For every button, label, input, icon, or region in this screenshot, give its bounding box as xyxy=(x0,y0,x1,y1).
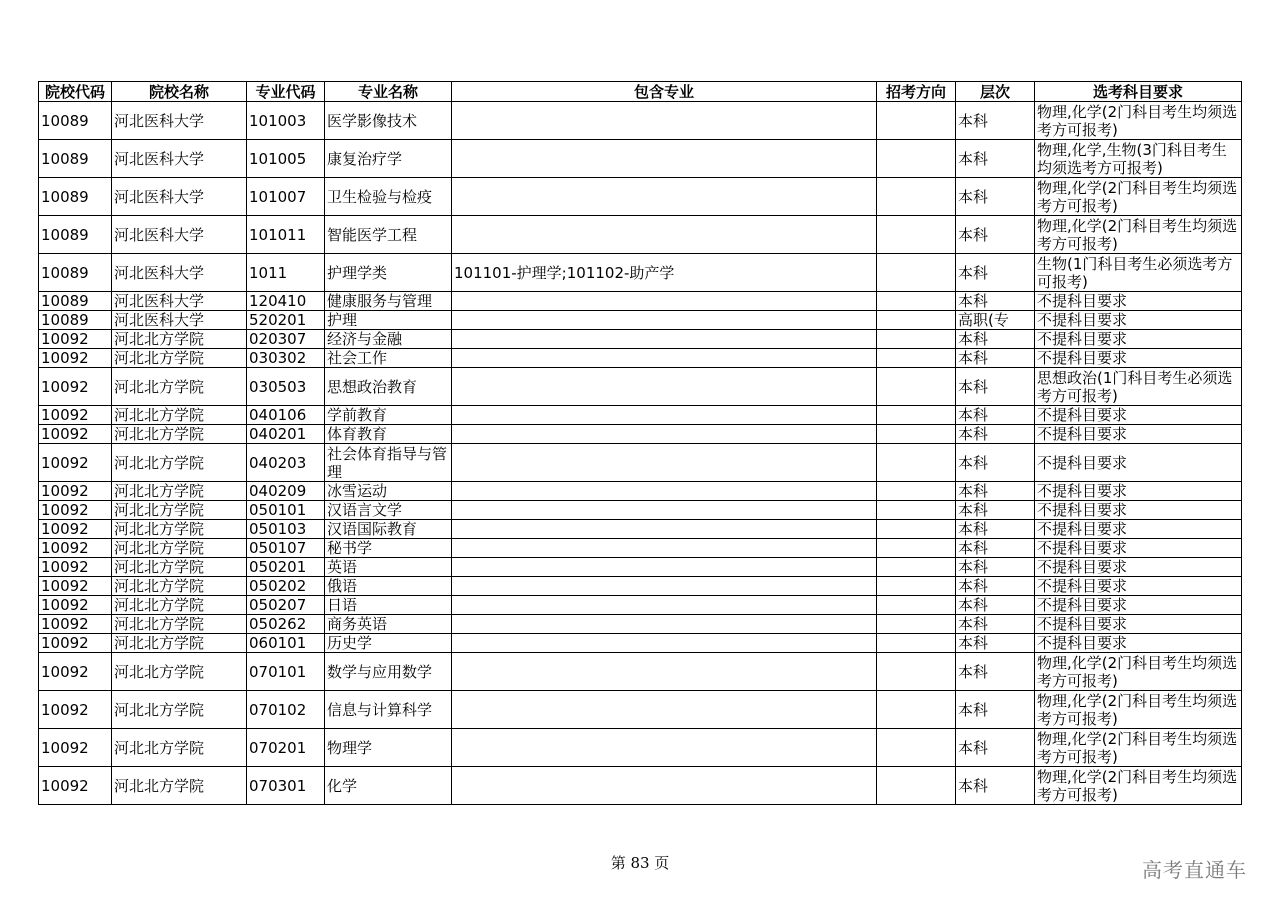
header-direction: 招考方向 xyxy=(877,82,956,102)
cell-direction xyxy=(877,653,956,691)
cell-included-majors xyxy=(452,444,877,482)
cell-direction xyxy=(877,178,956,216)
cell-included-majors xyxy=(452,482,877,501)
cell-level: 本科 xyxy=(956,425,1035,444)
cell-major-code: 101011 xyxy=(247,216,325,254)
cell-school-name: 河北北方学院 xyxy=(112,634,247,653)
cell-subject-requirement: 不提科目要求 xyxy=(1035,330,1242,349)
table-row xyxy=(39,140,1242,178)
table-row xyxy=(39,368,1242,406)
cell-major-code: 050103 xyxy=(247,520,325,539)
cell-school-name: 河北医科大学 xyxy=(112,102,247,140)
cell-direction xyxy=(877,539,956,558)
cell-subject-requirement: 不提科目要求 xyxy=(1035,292,1242,311)
cell-major-code: 070102 xyxy=(247,691,325,729)
cell-included-majors xyxy=(452,634,877,653)
cell-direction xyxy=(877,330,956,349)
cell-included-majors xyxy=(452,729,877,767)
cell-included-majors xyxy=(452,425,877,444)
cell-major-name: 智能医学工程 xyxy=(325,216,452,254)
cell-subject-requirement: 物理,化学(2门科目考生均须选考方可报考) xyxy=(1035,178,1242,216)
cell-school-code: 10092 xyxy=(39,368,112,406)
cell-major-name: 护理 xyxy=(325,311,452,330)
header-included-majors: 包含专业 xyxy=(452,82,877,102)
cell-major-code: 030302 xyxy=(247,349,325,368)
cell-subject-requirement: 不提科目要求 xyxy=(1035,615,1242,634)
cell-school-name: 河北北方学院 xyxy=(112,558,247,577)
cell-school-code: 10092 xyxy=(39,539,112,558)
cell-direction xyxy=(877,767,956,805)
cell-school-name: 河北北方学院 xyxy=(112,406,247,425)
cell-major-code: 050202 xyxy=(247,577,325,596)
cell-major-name: 思想政治教育 xyxy=(325,368,452,406)
cell-school-code: 10089 xyxy=(39,102,112,140)
cell-major-name: 经济与金融 xyxy=(325,330,452,349)
cell-included-majors xyxy=(452,767,877,805)
cell-subject-requirement: 生物(1门科目考生必须选考方可报考) xyxy=(1035,254,1242,292)
cell-level: 本科 xyxy=(956,102,1035,140)
cell-school-code: 10092 xyxy=(39,444,112,482)
cell-level: 本科 xyxy=(956,482,1035,501)
cell-level: 本科 xyxy=(956,501,1035,520)
cell-direction xyxy=(877,102,956,140)
cell-included-majors xyxy=(452,140,877,178)
cell-included-majors: 101101-护理学;101102-助产学 xyxy=(452,254,877,292)
cell-direction xyxy=(877,501,956,520)
table-row xyxy=(39,558,1242,577)
table-row xyxy=(39,729,1242,767)
cell-school-code: 10092 xyxy=(39,520,112,539)
cell-subject-requirement: 物理,化学(2门科目考生均须选考方可报考) xyxy=(1035,653,1242,691)
cell-included-majors xyxy=(452,558,877,577)
cell-level: 本科 xyxy=(956,444,1035,482)
cell-level: 本科 xyxy=(956,577,1035,596)
cell-direction xyxy=(877,349,956,368)
cell-school-name: 河北北方学院 xyxy=(112,482,247,501)
cell-subject-requirement: 物理,化学,生物(3门科目考生均须选考方可报考) xyxy=(1035,140,1242,178)
cell-school-name: 河北北方学院 xyxy=(112,577,247,596)
cell-school-name: 河北北方学院 xyxy=(112,501,247,520)
cell-level: 本科 xyxy=(956,178,1035,216)
table-row xyxy=(39,767,1242,805)
cell-level: 本科 xyxy=(956,653,1035,691)
cell-major-code: 050262 xyxy=(247,615,325,634)
cell-school-name: 河北北方学院 xyxy=(112,520,247,539)
cell-level: 高职(专 xyxy=(956,311,1035,330)
cell-school-name: 河北北方学院 xyxy=(112,330,247,349)
cell-major-name: 医学影像技术 xyxy=(325,102,452,140)
cell-major-code: 050207 xyxy=(247,596,325,615)
cell-subject-requirement: 不提科目要求 xyxy=(1035,406,1242,425)
header-level: 层次 xyxy=(956,82,1035,102)
cell-direction xyxy=(877,615,956,634)
page-number: 第 83 页 xyxy=(610,854,670,872)
cell-major-code: 040106 xyxy=(247,406,325,425)
cell-school-name: 河北北方学院 xyxy=(112,349,247,368)
cell-major-code: 050107 xyxy=(247,539,325,558)
cell-subject-requirement: 物理,化学(2门科目考生均须选考方可报考) xyxy=(1035,767,1242,805)
cell-included-majors xyxy=(452,596,877,615)
cell-school-name: 河北北方学院 xyxy=(112,596,247,615)
cell-level: 本科 xyxy=(956,596,1035,615)
cell-subject-requirement: 物理,化学(2门科目考生均须选考方可报考) xyxy=(1035,691,1242,729)
cell-school-code: 10092 xyxy=(39,615,112,634)
cell-included-majors xyxy=(452,368,877,406)
cell-school-name: 河北医科大学 xyxy=(112,216,247,254)
table-row xyxy=(39,102,1242,140)
cell-major-name: 俄语 xyxy=(325,577,452,596)
cell-included-majors xyxy=(452,349,877,368)
table-row xyxy=(39,691,1242,729)
cell-included-majors xyxy=(452,330,877,349)
cell-subject-requirement: 思想政治(1门科目考生必须选考方可报考) xyxy=(1035,368,1242,406)
table-row xyxy=(39,216,1242,254)
cell-school-name: 河北北方学院 xyxy=(112,444,247,482)
table-row xyxy=(39,444,1242,482)
cell-level: 本科 xyxy=(956,292,1035,311)
cell-level: 本科 xyxy=(956,216,1035,254)
cell-school-code: 10092 xyxy=(39,349,112,368)
cell-level: 本科 xyxy=(956,520,1035,539)
cell-direction xyxy=(877,444,956,482)
cell-major-name: 物理学 xyxy=(325,729,452,767)
cell-included-majors xyxy=(452,216,877,254)
cell-major-name: 商务英语 xyxy=(325,615,452,634)
cell-direction xyxy=(877,577,956,596)
cell-major-name: 社会工作 xyxy=(325,349,452,368)
cell-direction xyxy=(877,520,956,539)
cell-included-majors xyxy=(452,178,877,216)
cell-major-name: 社会体育指导与管理 xyxy=(325,444,452,482)
cell-school-code: 10092 xyxy=(39,558,112,577)
cell-school-name: 河北北方学院 xyxy=(112,767,247,805)
cell-major-name: 学前教育 xyxy=(325,406,452,425)
cell-major-name: 日语 xyxy=(325,596,452,615)
cell-school-name: 河北医科大学 xyxy=(112,292,247,311)
cell-direction xyxy=(877,596,956,615)
cell-subject-requirement: 不提科目要求 xyxy=(1035,539,1242,558)
table-row xyxy=(39,292,1242,311)
cell-major-name: 体育教育 xyxy=(325,425,452,444)
cell-direction xyxy=(877,368,956,406)
cell-school-name: 河北北方学院 xyxy=(112,425,247,444)
cell-included-majors xyxy=(452,615,877,634)
cell-included-majors xyxy=(452,577,877,596)
cell-level: 本科 xyxy=(956,539,1035,558)
table-row xyxy=(39,653,1242,691)
header-school-name: 院校名称 xyxy=(112,82,247,102)
cell-major-name: 英语 xyxy=(325,558,452,577)
cell-major-name: 汉语言文学 xyxy=(325,501,452,520)
cell-level: 本科 xyxy=(956,615,1035,634)
cell-major-name: 护理学类 xyxy=(325,254,452,292)
table-row xyxy=(39,330,1242,349)
cell-school-code: 10092 xyxy=(39,767,112,805)
cell-direction xyxy=(877,140,956,178)
cell-school-code: 10089 xyxy=(39,311,112,330)
cell-major-name: 信息与计算科学 xyxy=(325,691,452,729)
cell-subject-requirement: 物理,化学(2门科目考生均须选考方可报考) xyxy=(1035,216,1242,254)
cell-level: 本科 xyxy=(956,558,1035,577)
cell-school-code: 10092 xyxy=(39,406,112,425)
cell-major-code: 101007 xyxy=(247,178,325,216)
cell-level: 本科 xyxy=(956,254,1035,292)
cell-school-code: 10089 xyxy=(39,140,112,178)
cell-level: 本科 xyxy=(956,330,1035,349)
cell-subject-requirement: 不提科目要求 xyxy=(1035,558,1242,577)
watermark-logo: 高考直通车 xyxy=(1142,858,1247,882)
cell-included-majors xyxy=(452,102,877,140)
cell-major-code: 060101 xyxy=(247,634,325,653)
table-row xyxy=(39,539,1242,558)
cell-direction xyxy=(877,254,956,292)
header-major-name: 专业名称 xyxy=(325,82,452,102)
cell-included-majors xyxy=(452,653,877,691)
cell-subject-requirement: 不提科目要求 xyxy=(1035,482,1242,501)
cell-direction xyxy=(877,634,956,653)
table-row xyxy=(39,178,1242,216)
cell-school-code: 10092 xyxy=(39,634,112,653)
table-row xyxy=(39,482,1242,501)
cell-included-majors xyxy=(452,501,877,520)
cell-school-code: 10092 xyxy=(39,691,112,729)
cell-direction xyxy=(877,406,956,425)
cell-school-name: 河北北方学院 xyxy=(112,691,247,729)
cell-school-code: 10092 xyxy=(39,577,112,596)
cell-school-name: 河北北方学院 xyxy=(112,653,247,691)
cell-included-majors xyxy=(452,520,877,539)
table-row xyxy=(39,634,1242,653)
cell-major-name: 化学 xyxy=(325,767,452,805)
cell-school-code: 10089 xyxy=(39,216,112,254)
header-major-code: 专业代码 xyxy=(247,82,325,102)
cell-major-name: 健康服务与管理 xyxy=(325,292,452,311)
cell-major-code: 070101 xyxy=(247,653,325,691)
cell-level: 本科 xyxy=(956,140,1035,178)
table-row xyxy=(39,311,1242,330)
cell-direction xyxy=(877,425,956,444)
cell-major-code: 020307 xyxy=(247,330,325,349)
admission-requirements-table xyxy=(38,81,1242,805)
cell-subject-requirement: 不提科目要求 xyxy=(1035,501,1242,520)
table-row xyxy=(39,577,1242,596)
table-row xyxy=(39,425,1242,444)
table-row xyxy=(39,349,1242,368)
cell-major-code: 520201 xyxy=(247,311,325,330)
cell-major-code: 050201 xyxy=(247,558,325,577)
cell-major-code: 1011 xyxy=(247,254,325,292)
cell-subject-requirement: 不提科目要求 xyxy=(1035,577,1242,596)
cell-school-name: 河北北方学院 xyxy=(112,368,247,406)
cell-direction xyxy=(877,729,956,767)
cell-school-name: 河北北方学院 xyxy=(112,615,247,634)
cell-major-code: 070201 xyxy=(247,729,325,767)
cell-major-code: 120410 xyxy=(247,292,325,311)
cell-major-code: 040201 xyxy=(247,425,325,444)
cell-direction xyxy=(877,216,956,254)
cell-direction xyxy=(877,292,956,311)
cell-major-name: 历史学 xyxy=(325,634,452,653)
cell-subject-requirement: 不提科目要求 xyxy=(1035,425,1242,444)
cell-school-name: 河北医科大学 xyxy=(112,254,247,292)
cell-school-name: 河北医科大学 xyxy=(112,178,247,216)
table-row xyxy=(39,254,1242,292)
cell-major-name: 秘书学 xyxy=(325,539,452,558)
cell-included-majors xyxy=(452,311,877,330)
cell-school-name: 河北北方学院 xyxy=(112,539,247,558)
cell-level: 本科 xyxy=(956,767,1035,805)
cell-subject-requirement: 物理,化学(2门科目考生均须选考方可报考) xyxy=(1035,102,1242,140)
cell-direction xyxy=(877,558,956,577)
cell-direction xyxy=(877,691,956,729)
cell-subject-requirement: 不提科目要求 xyxy=(1035,596,1242,615)
cell-subject-requirement: 不提科目要求 xyxy=(1035,311,1242,330)
cell-major-name: 数学与应用数学 xyxy=(325,653,452,691)
cell-included-majors xyxy=(452,539,877,558)
header-row xyxy=(39,82,1242,102)
cell-major-code: 050101 xyxy=(247,501,325,520)
cell-major-name: 康复治疗学 xyxy=(325,140,452,178)
cell-level: 本科 xyxy=(956,634,1035,653)
cell-direction xyxy=(877,311,956,330)
cell-included-majors xyxy=(452,691,877,729)
table-row xyxy=(39,501,1242,520)
cell-major-name: 冰雪运动 xyxy=(325,482,452,501)
header-subject-requirement: 选考科目要求 xyxy=(1035,82,1242,102)
cell-school-code: 10092 xyxy=(39,482,112,501)
header-school-code: 院校代码 xyxy=(39,82,112,102)
cell-school-name: 河北医科大学 xyxy=(112,311,247,330)
cell-subject-requirement: 不提科目要求 xyxy=(1035,349,1242,368)
cell-school-name: 河北医科大学 xyxy=(112,140,247,178)
cell-major-code: 040209 xyxy=(247,482,325,501)
cell-major-code: 040203 xyxy=(247,444,325,482)
cell-school-name: 河北北方学院 xyxy=(112,729,247,767)
cell-school-code: 10092 xyxy=(39,425,112,444)
cell-major-code: 070301 xyxy=(247,767,325,805)
cell-subject-requirement: 不提科目要求 xyxy=(1035,520,1242,539)
cell-school-code: 10092 xyxy=(39,501,112,520)
cell-subject-requirement: 不提科目要求 xyxy=(1035,634,1242,653)
cell-major-name: 卫生检验与检疫 xyxy=(325,178,452,216)
cell-major-code: 030503 xyxy=(247,368,325,406)
cell-major-code: 101003 xyxy=(247,102,325,140)
cell-level: 本科 xyxy=(956,349,1035,368)
table-row xyxy=(39,615,1242,634)
cell-school-code: 10092 xyxy=(39,653,112,691)
cell-major-code: 101005 xyxy=(247,140,325,178)
cell-level: 本科 xyxy=(956,729,1035,767)
table-row xyxy=(39,596,1242,615)
cell-level: 本科 xyxy=(956,406,1035,425)
cell-included-majors xyxy=(452,292,877,311)
cell-subject-requirement: 物理,化学(2门科目考生均须选考方可报考) xyxy=(1035,729,1242,767)
cell-level: 本科 xyxy=(956,691,1035,729)
cell-school-code: 10089 xyxy=(39,292,112,311)
cell-included-majors xyxy=(452,406,877,425)
cell-direction xyxy=(877,482,956,501)
cell-subject-requirement: 不提科目要求 xyxy=(1035,444,1242,482)
table-row xyxy=(39,406,1242,425)
cell-school-code: 10092 xyxy=(39,596,112,615)
table-row xyxy=(39,520,1242,539)
cell-school-code: 10089 xyxy=(39,254,112,292)
table-body xyxy=(39,102,1242,805)
cell-school-code: 10089 xyxy=(39,178,112,216)
cell-level: 本科 xyxy=(956,368,1035,406)
cell-major-name: 汉语国际教育 xyxy=(325,520,452,539)
cell-school-code: 10092 xyxy=(39,729,112,767)
cell-school-code: 10092 xyxy=(39,330,112,349)
